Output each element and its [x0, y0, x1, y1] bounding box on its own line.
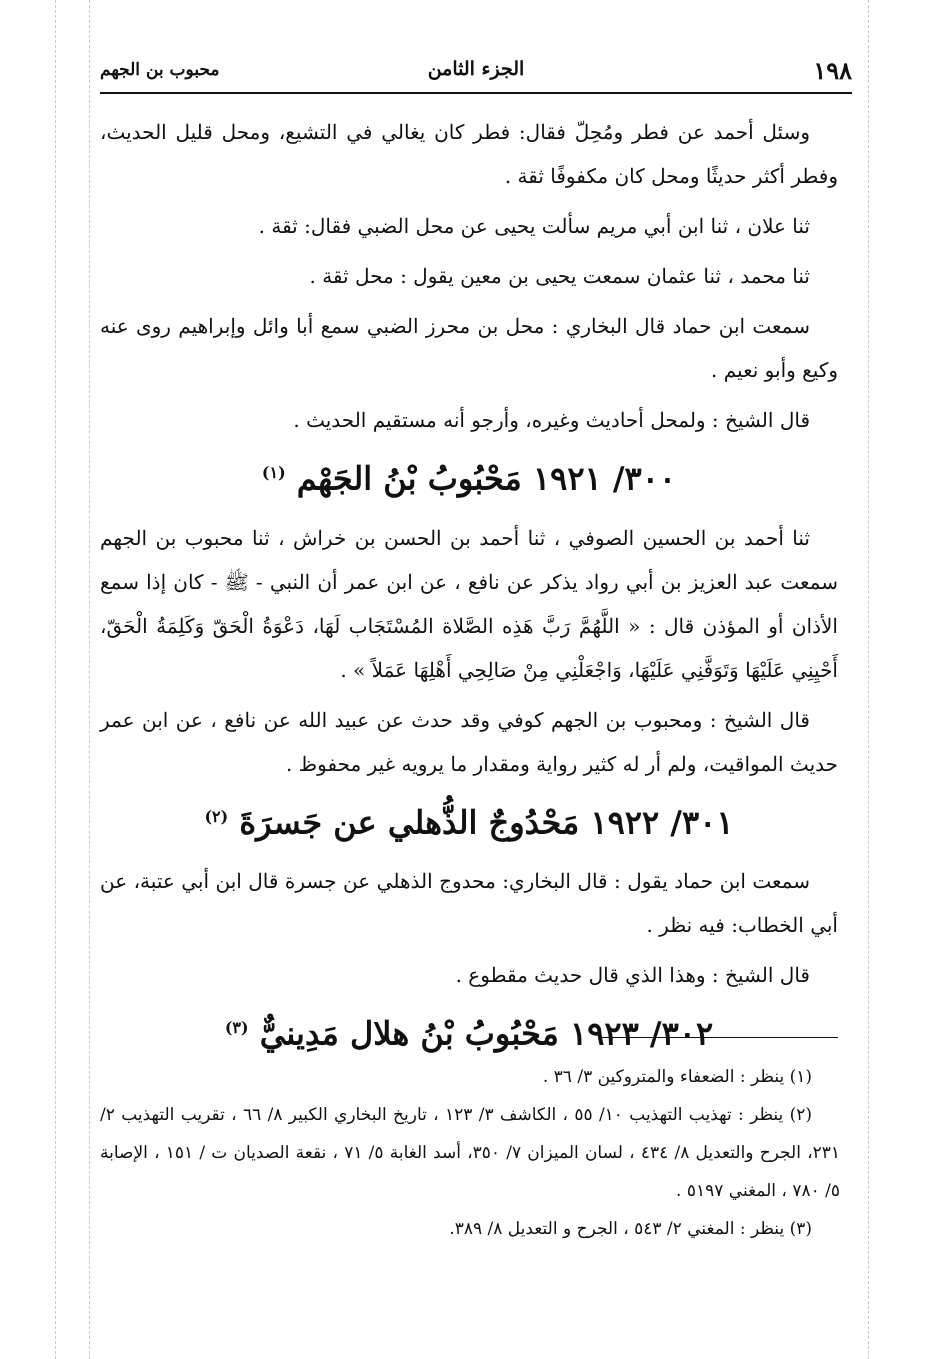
entry-heading: [100, 792, 838, 848]
entry-title: ٣٠٢/ ١٩٢٣ مَحْبُوبُ بْنُ هلال مَدِينيٌّ: [259, 1014, 714, 1053]
footnote-rule: [600, 1037, 838, 1038]
paragraph: ثنا محمد ، ثنا عثمان سمعت يحيى بن معين يقول : محل ثقة .: [309, 264, 810, 288]
footnotes: [100, 1058, 840, 1248]
footnote: (٣) ينظر : المغني ٢/ ٥٤٣ ، الجرح و التعديل ٨/ ٣٨٩.: [449, 1219, 812, 1239]
entry-heading: [100, 1003, 838, 1059]
footnote: (١) ينظر : الضعفاء والمتروكين ٣/ ٣٦ .: [542, 1067, 812, 1087]
footnote: (٢) ينظر : تهذيب التهذيب ١٠/ ٥٥ ، الكاشف ٣/ ١٢٣ ، تاريخ البخاري الكبير ٨/ ٦٦ ، تقريب التهذيب ٢/ ٢٣١، الجرح والتعديل ٨/ ٤٣٤ ، لسان الميزان ٧/ ٣٥٠، أسد الغابة ٥/ ٧١ ، نقعة الصديان ت / ١٥١ ، الإصابة ٥/ ٧٨٠ ، المغني ٥١٩٧ .: [100, 1105, 841, 1201]
main-text: [100, 110, 838, 1071]
paragraph: سمعت ابن حماد قال البخاري : محل بن محرز الضبي سمع أبا وائل وإبراهيم روى عنه وكيع وأبو نعيم .: [100, 314, 838, 382]
footnote-ref: (٢): [204, 806, 229, 826]
header-rule: [100, 92, 852, 94]
volume-title: الجزء الثامن: [427, 58, 525, 80]
paragraph: سمعت ابن حماد يقول : قال البخاري: محدوج الذهلي عن جسرة قال ابن أبي عتبة، عن أبي الخطاب: فيه نظر .: [100, 869, 838, 938]
paragraph: قال الشيخ : ولمحل أحاديث وغيره، وأرجو أنه مستقيم الحديث .: [293, 408, 810, 432]
paragraph: ثنا أحمد بن الحسين الصوفي ، ثنا أحمد بن الحسن بن خراش ، ثنا محبوب بن الجهم سمعت عبد العزيز بن أبي رواد يذكر عن نافع ، عن ابن عمر أن النبي - ﷺ - كان إذا سمع الأذان أو المؤذن قال : « اللَّهُمَّ رَبَّ هَذِه الصَّلاة المُسْتَجَاب لَهَا، دَعْوَةُ الْحَقّ وَكَلِمَةُ الْحَقّ، أَحْيِنِي عَلَيْهَا وَتَوَفَّنِي عَلَيْهَا، وَاجْعَلْنِي مِنْ صَالِحِي أَهْلِهَا عَمَلاً » .: [100, 525, 838, 682]
paragraph: قال الشيخ : وهذا الذي قال حديث مقطوع .: [455, 963, 810, 988]
scan-guide-line: [55, 0, 56, 1359]
scan-guide-line: [89, 0, 90, 1359]
running-title: محبوب بن الجهم: [100, 60, 220, 80]
footnote-ref: (٣): [224, 1018, 249, 1038]
page-header: [100, 58, 852, 90]
paragraph: قال الشيخ : ومحبوب بن الجهم كوفي وقد حدث عن عبيد الله عن نافع ، عن ابن عمر حديث المواقيت، ولم أر له كثير رواية ومقدار ما يرويه غير محفوظ .: [100, 707, 838, 776]
entry-heading: [100, 448, 838, 504]
footnote-ref: (١): [261, 463, 286, 482]
entry-title: ٣٠١/ ١٩٢٢ مَحْدُوجٌ الذُّهلي عن جَسرَةَ: [239, 803, 734, 842]
scan-guide-line: [868, 0, 869, 1359]
entry-title: ٣٠٠/ ١٩٢١ مَحْبُوبُ بْنُ الجَهْم: [296, 459, 677, 498]
page-number: ١٩٨: [813, 56, 852, 85]
paragraph: ثنا علان ، ثنا ابن أبي مريم سألت يحيى عن محل الضبي فقال: ثقة .: [258, 214, 810, 238]
paragraph: وسئل أحمد عن فطر ومُحِلّ فقال: فطر كان يغالي في التشيع، ومحل قليل الحديث، وفطر أكثر حديثًا ومحل كان مكفوفًا ثقة .: [100, 120, 838, 188]
